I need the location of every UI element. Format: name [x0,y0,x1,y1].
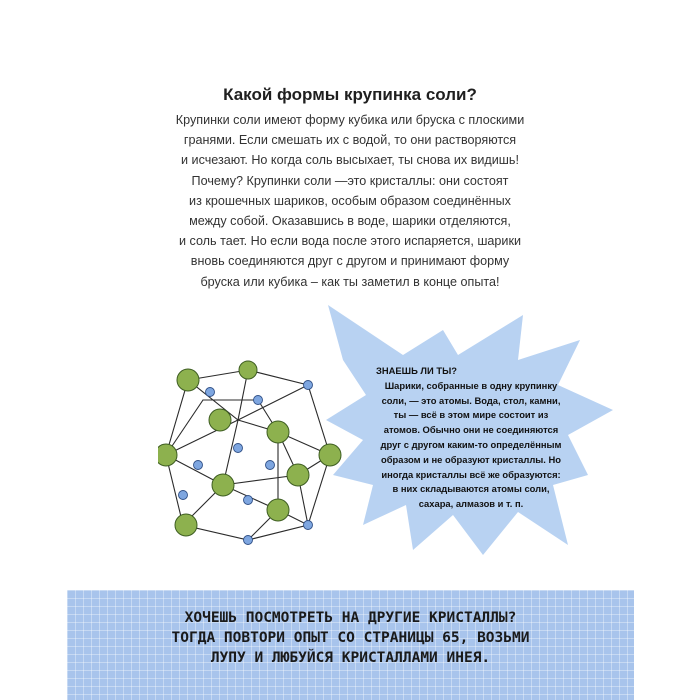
bubble-line: Шарики, собранные в одну крупинку [384,379,558,391]
text-line: бруска или кубика – как ты заметил в конце опыта! [200,274,500,289]
text-line: Почему? Крупинки соли —это кристаллы: они состоят [191,173,509,188]
bubble-line: в них складываются атомы соли, [392,483,550,495]
text-line: и соль тает. Но если вода после этого испаряется, шарики [178,234,522,249]
bubble-line: образом и не образуют кристаллы. Но [381,453,561,465]
did-you-know-text [370,364,572,512]
tip-line: ЛУПУ И ЛЮБУЙСЯ КРИСТАЛЛАМИ ИНЕЯ. [210,650,491,666]
tip-panel [67,590,634,700]
text-line: и исчезают. Но когда соль высыхает, ты снова их видишь! [181,153,519,168]
bubble-line: иногда кристаллы всё же образуются: [381,468,561,480]
bubble-line: друг с другом каким-то определённым [380,438,562,450]
text-line: вновь соединяются друг с другом и принимают форму [190,254,510,269]
text-line: Крупинки соли имеют форму кубика или бруска с плоскими [175,113,525,127]
page-title: Какой формы крупинка соли? [223,85,477,104]
text-line: между собой. Оказавшись в воде, шарики отделяются, [189,214,511,229]
tip-line: ТОГДА ПОВТОРИ ОПЫТ СО СТРАНИЦЫ 65, ВОЗЬМИ [171,630,530,646]
bubble-line: атомов. Обычно они не соединяются [383,424,559,436]
text-line: из крошечных шариков, особым образом соединённых [189,193,511,208]
bubble-line: соли, — это атомы. Вода, стол, камни, [381,394,561,406]
bubble-line: сахара, алмазов и т. п. [418,498,524,510]
tip-text [67,608,634,668]
article-text [140,110,560,292]
bubble-heading: ЗНАЕШЬ ЛИ ТЫ? [376,365,457,376]
bubble-line: ты — всё в этом мире состоит из [393,409,549,421]
tip-line: ХОЧЕШЬ ПОСМОТРЕТЬ НА ДРУГИЕ КРИСТАЛЛЫ? [184,610,517,626]
text-line: гранями. Если смешать их с водой, то они растворяются [183,133,517,148]
